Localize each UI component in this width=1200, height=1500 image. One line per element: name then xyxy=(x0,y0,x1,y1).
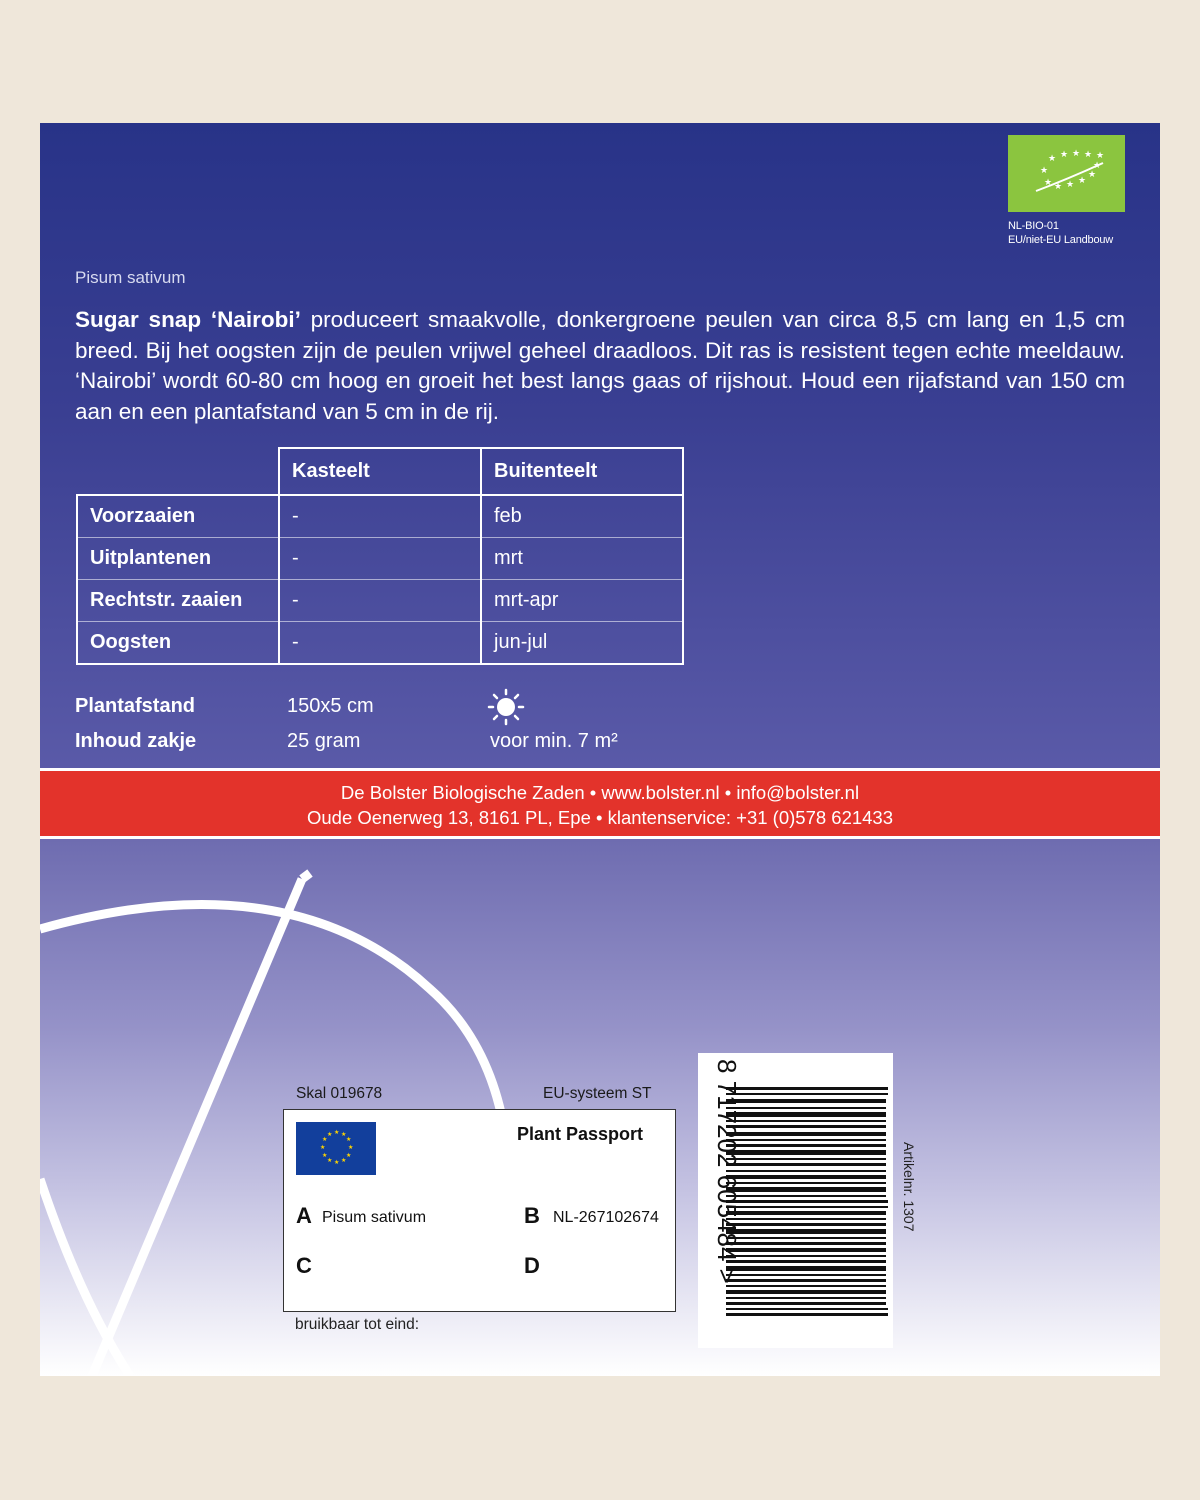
table-corner xyxy=(77,448,279,495)
cell-kas: - xyxy=(279,622,481,665)
description-text: produceert smaakvolle, donkergroene peulen van circa 8,5 cm lang en 1,5 cm breed. Bij het oogsten zijn de peulen vrijwel geheel draadloos. Dit ras is resistent tegen echte meeldauw. ‘Nairobi’ wordt 60-80 cm hoog en groeit het best langs gaas of rijshout. Houd een rijafstand van 150 cm aan en een plantafstand van 5 cm in de rij. xyxy=(75,307,1125,424)
svg-text:★: ★ xyxy=(327,1157,333,1164)
row-label: Oogsten xyxy=(77,622,279,665)
svg-text:★: ★ xyxy=(348,1144,354,1151)
passport-letter-b: B xyxy=(524,1203,540,1228)
cell-buiten: mrt-apr xyxy=(481,580,683,622)
company-footer-band xyxy=(40,768,1160,839)
svg-text:★: ★ xyxy=(1084,150,1093,160)
latin-name: Pisum sativum xyxy=(75,268,186,287)
svg-text:★: ★ xyxy=(1088,170,1097,180)
passport-registration: NL-267102674 xyxy=(553,1209,659,1226)
header-kasteelt: Kasteelt xyxy=(279,448,481,495)
svg-text:★: ★ xyxy=(1093,161,1102,171)
company-contact-line: De Bolster Biologische Zaden • www.bolster.nl • info@bolster.nl xyxy=(340,782,860,803)
svg-text:★: ★ xyxy=(1044,178,1053,188)
svg-text:★: ★ xyxy=(1060,150,1069,160)
cell-kas: - xyxy=(279,538,481,580)
article-number-text: Artikelnr. 1307 xyxy=(901,1142,917,1232)
coverage-value: voor min. 7 m² xyxy=(490,730,618,752)
svg-text:★: ★ xyxy=(1048,154,1057,164)
cell-kas: - xyxy=(279,580,481,622)
eu-leaf-stars-icon xyxy=(1008,135,1125,212)
inhoud-label: Inhoud zakje xyxy=(75,730,197,752)
eu-organic-code xyxy=(1008,219,1113,247)
table-row xyxy=(77,538,683,580)
svg-text:★: ★ xyxy=(341,1157,347,1164)
header-buitenteelt: Buitenteelt xyxy=(481,448,683,495)
cell-buiten: mrt xyxy=(481,538,683,580)
svg-text:★: ★ xyxy=(1054,182,1063,192)
company-address-line: Oude Oenerweg 13, 8161 PL, Epe • klantenservice: +31 (0)578 621433 xyxy=(306,807,894,828)
table-row xyxy=(77,580,683,622)
sowing-schedule-table xyxy=(76,447,684,665)
eu-system-label: EU-systeem ST xyxy=(543,1085,652,1102)
plant-passport-box xyxy=(283,1109,676,1312)
svg-text:★: ★ xyxy=(327,1131,333,1138)
eu-organic-leaf-logo xyxy=(1008,135,1125,212)
svg-text:★: ★ xyxy=(334,1159,340,1166)
svg-text:★: ★ xyxy=(322,1136,328,1143)
passport-species: Pisum sativum xyxy=(322,1209,427,1226)
barcode-digits xyxy=(714,1055,744,1345)
expiry-label: bruikbaar tot eind: xyxy=(295,1316,420,1333)
passport-letter-a: A xyxy=(296,1203,312,1228)
svg-text:★: ★ xyxy=(1072,149,1081,159)
product-description xyxy=(75,305,1125,427)
svg-text:★: ★ xyxy=(1078,176,1087,186)
svg-text:★: ★ xyxy=(322,1152,328,1159)
eu-flag-icon xyxy=(296,1122,376,1175)
plantafstand-label: Plantafstand xyxy=(75,695,196,717)
svg-text:★: ★ xyxy=(341,1131,347,1138)
inhoud-value: 25 gram xyxy=(287,730,361,752)
info-panel xyxy=(40,123,1160,768)
row-label: Uitplantenen xyxy=(77,538,279,580)
skal-number: Skal 019678 xyxy=(296,1085,383,1102)
svg-text:★: ★ xyxy=(346,1152,352,1159)
svg-text:★: ★ xyxy=(334,1129,340,1136)
row-label: Voorzaaien xyxy=(77,495,279,538)
barcode-number: 8 717202 605484 > xyxy=(714,1059,742,1284)
cell-buiten: feb xyxy=(481,495,683,538)
plantafstand-value: 150x5 cm xyxy=(287,695,374,717)
passport-letter-c: C xyxy=(296,1253,312,1278)
passport-letter-d: D xyxy=(524,1253,540,1278)
cell-kas: - xyxy=(279,495,481,538)
plant-passport-title: Plant Passport xyxy=(517,1124,644,1144)
row-label: Rechtstr. zaaien xyxy=(77,580,279,622)
svg-text:★: ★ xyxy=(320,1144,326,1151)
svg-text:★: ★ xyxy=(1066,180,1075,190)
table-row xyxy=(77,622,683,665)
organic-control-code: NL-BIO-01 xyxy=(1008,220,1059,232)
table-row xyxy=(77,495,683,538)
cell-buiten: jun-jul xyxy=(481,622,683,665)
organic-origin: EU/niet-EU Landbouw xyxy=(1008,234,1114,246)
svg-text:★: ★ xyxy=(1096,151,1105,161)
full-sun-icon xyxy=(487,688,525,726)
article-number xyxy=(900,1140,920,1260)
svg-text:★: ★ xyxy=(346,1136,352,1143)
svg-text:★: ★ xyxy=(1040,166,1049,176)
variety-title: Sugar snap ‘Nairobi’ xyxy=(75,307,301,332)
